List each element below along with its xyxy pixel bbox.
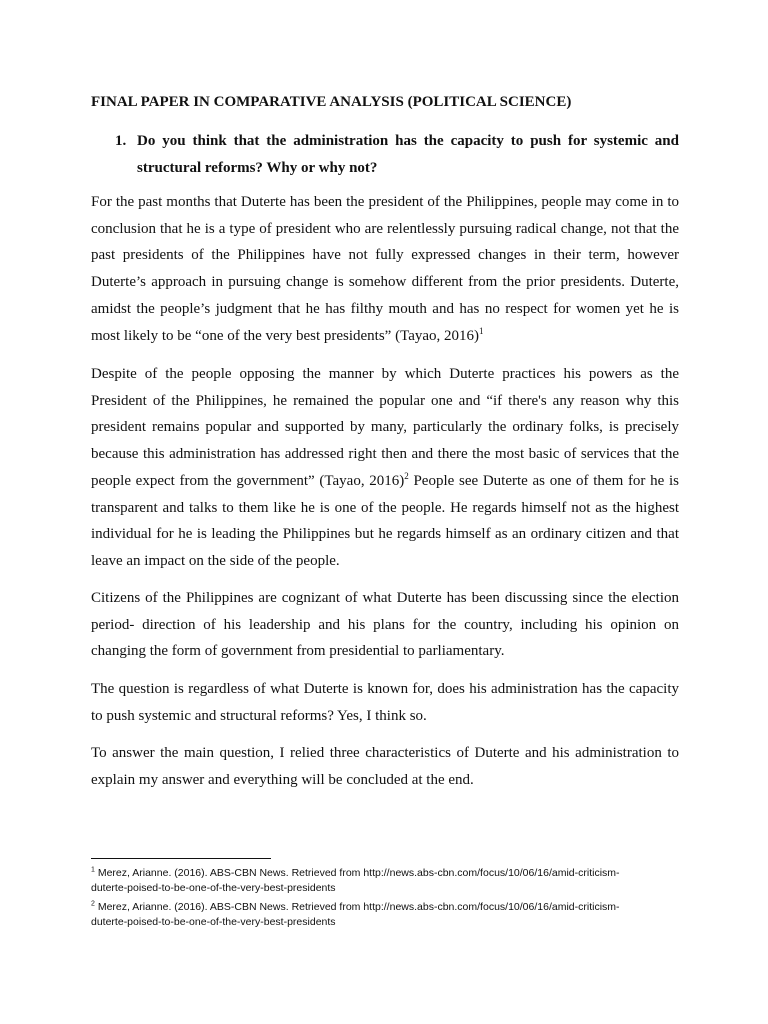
paragraph-4: The question is regardless of what Duterte is known for, does his administration has the capacity to push systemic and structural reforms? Yes, I think so. bbox=[91, 681, 679, 724]
paper-title: FINAL PAPER IN COMPARATIVE ANALYSIS (POLITICAL SCIENCE) bbox=[91, 94, 572, 110]
paragraph-5: To answer the main question, I relied three characteristics of Duterte and his administration to explain my answer and everything will be concluded at the end. bbox=[91, 745, 679, 788]
footnote-1-text: Merez, Arianne. (2016). ABS-CBN News. Retrieved from http://news.abs-cbn.com/focus/10/06/16/amid-criticism-duterte-poised-to-be-one-of-the-very-best-presidents bbox=[91, 867, 620, 894]
paragraph-1-text: For the past months that Duterte has been the president of the Philippines, people may come in to conclusion that he is a type of president who are relentlessly pursuing radical change, not that the past presidents of the Philippines have not fully expressed changes in their term, however Duterte’s approach in pursuing change is somehow different from the prior presidents. Duterte, amidst the people’s judgment that he has filthy mouth and has no respect for women yet he is most likely to be “one of the very best presidents” (Tayao, 2016) bbox=[91, 194, 679, 344]
footnote-ref-1: 1 bbox=[479, 325, 484, 336]
paragraph-2-text-after: People see Duterte as one of them for he is transparent and talks to them like he is one of the people. He regards himself not as the highest individual for he is leading the Philippines but he regards himself as an ordinary citizen and that leave an impact on the side of the people. bbox=[91, 472, 679, 569]
question-item bbox=[91, 128, 679, 181]
footnote-1-mark: 1 bbox=[91, 866, 95, 874]
paragraph-3: Citizens of the Philippines are cognizant of what Duterte has been discussing since the election period- direction of his leadership and his plans for the country, including his opinion on changing the form of government from presidential to parliamentary. bbox=[91, 590, 679, 660]
footnote-2-mark: 2 bbox=[91, 900, 95, 908]
footnote-separator bbox=[91, 858, 271, 859]
paragraph-1 bbox=[91, 189, 679, 349]
footnote-ref-2: 2 bbox=[404, 470, 409, 481]
paragraph-2 bbox=[91, 361, 679, 575]
footnote-1 bbox=[91, 866, 651, 896]
paragraph-2-text-before: Despite of the people opposing the manner by which Duterte practices his powers as the President of the Philippines, he remained the popular one and “if there's any reason why this president remains popular and supported by many, particularly the ordinary folks, is precisely because this administration has addressed right then and there the most basic of services that the people expect from the government” (Tayao, 2016) bbox=[91, 366, 679, 489]
footnote-2-text: Merez, Arianne. (2016). ABS-CBN News. Retrieved from http://news.abs-cbn.com/focus/10/06/16/amid-criticism-duterte-poised-to-be-one-of-the-very-best-presidents bbox=[91, 901, 620, 928]
footnote-2 bbox=[91, 900, 651, 930]
question-number: 1. bbox=[115, 133, 127, 149]
question-text: Do you think that the administration has the capacity to push for systemic and structural reforms? Why or why not? bbox=[137, 133, 679, 176]
